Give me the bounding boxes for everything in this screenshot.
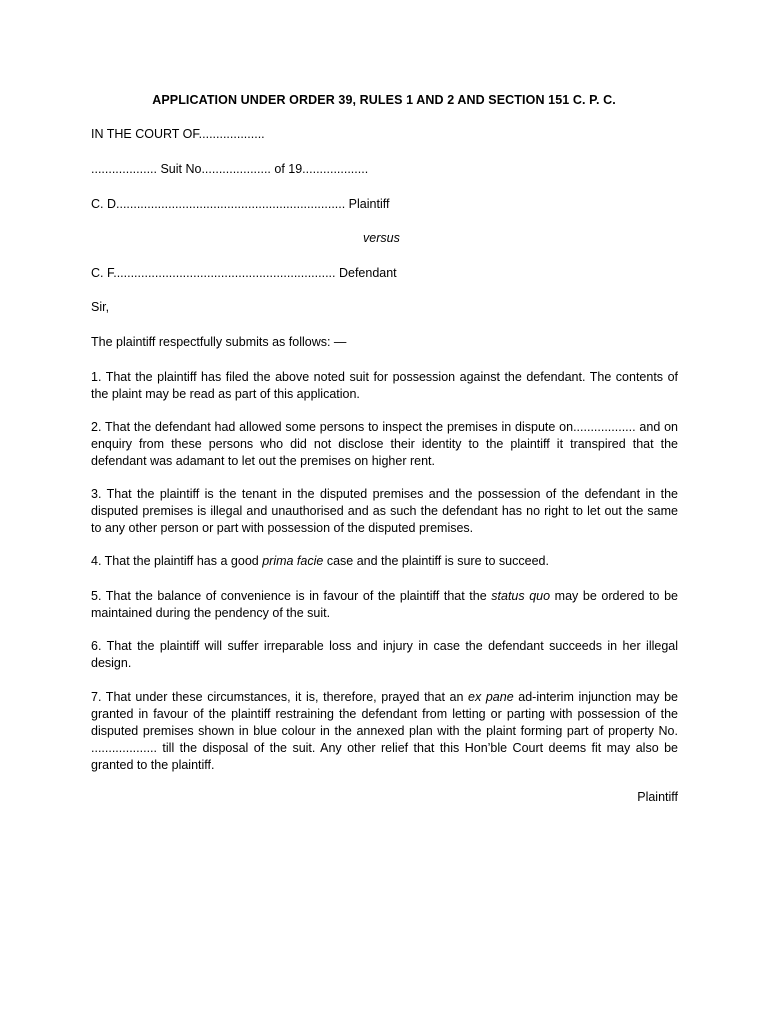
paragraph-4-emphasis: prima facie (262, 554, 324, 568)
paragraph-7-text-end: ad-interim injunction may be granted in favour of the plaintiff restraining the defendant from letting or parting with possession of the disputed premises shown in blue colour in the annexed plan with the plaint forming part of property No. ................... till the disposal of the suit. Any other relief that this Hon’ble Court deems fit may also be granted to the plaintiff. (91, 690, 679, 772)
intro-line: The plaintiff respectfully submits as follows: — (91, 335, 347, 349)
signature-label: Plaintiff (637, 790, 678, 804)
paragraph-7-emphasis: ex pane (468, 690, 514, 704)
paragraph-5-text: 5. That the balance of convenience is in favour of the plaintiff that the (91, 589, 492, 603)
paragraph-1: 1. That the plaintiff has filed the above noted suit for possession against the defendant. The contents of the plaint may be read as part of this application. (91, 370, 678, 401)
paragraph-7 (91, 689, 678, 774)
paragraph-4-text: 4. That the plaintiff has a good (91, 554, 263, 568)
salutation: Sir, (91, 300, 110, 314)
paragraph-4 (91, 553, 678, 570)
paragraph-5 (91, 588, 678, 622)
plaintiff-line: C. D.................................................................. Plaintiff (91, 197, 390, 211)
paragraph-4-text-end: case and the plaintiff is sure to succeed. (323, 554, 549, 568)
versus-label: versus (363, 231, 400, 245)
paragraph-5-text-end: may be ordered to be maintained during the pendency of the suit. (91, 589, 678, 620)
court-line: IN THE COURT OF................... (91, 127, 265, 141)
suit-line: ................... Suit No.................... of 19................... (91, 162, 369, 176)
paragraph-6: 6. That the plaintiff will suffer irreparable loss and injury in case the defendant succeeds in her illegal design. (91, 639, 678, 670)
paragraph-7-text: 7. That under these circumstances, it is, therefore, prayed that an (91, 690, 469, 704)
document-title: APPLICATION UNDER ORDER 39, RULES 1 AND 2 AND SECTION 151 C. P. C. (152, 93, 616, 107)
paragraph-2: 2. That the defendant had allowed some persons to inspect the premises in dispute on.................. and on enquiry from these persons who did not disclose their identity to the plaintiff it transpired that the defendant was adamant to let out the premises on higher rent. (91, 420, 678, 468)
paragraph-3: 3. That the plaintiff is the tenant in the disputed premises and the possession of the defendant in the disputed premises is illegal and unauthorised and as such the defendant has no right to let out the same to any other person or part with possession of the disputed premises. (91, 487, 678, 535)
paragraph-5-emphasis: status quo (491, 589, 551, 603)
defendant-line: C. F................................................................ Defendant (91, 266, 397, 280)
